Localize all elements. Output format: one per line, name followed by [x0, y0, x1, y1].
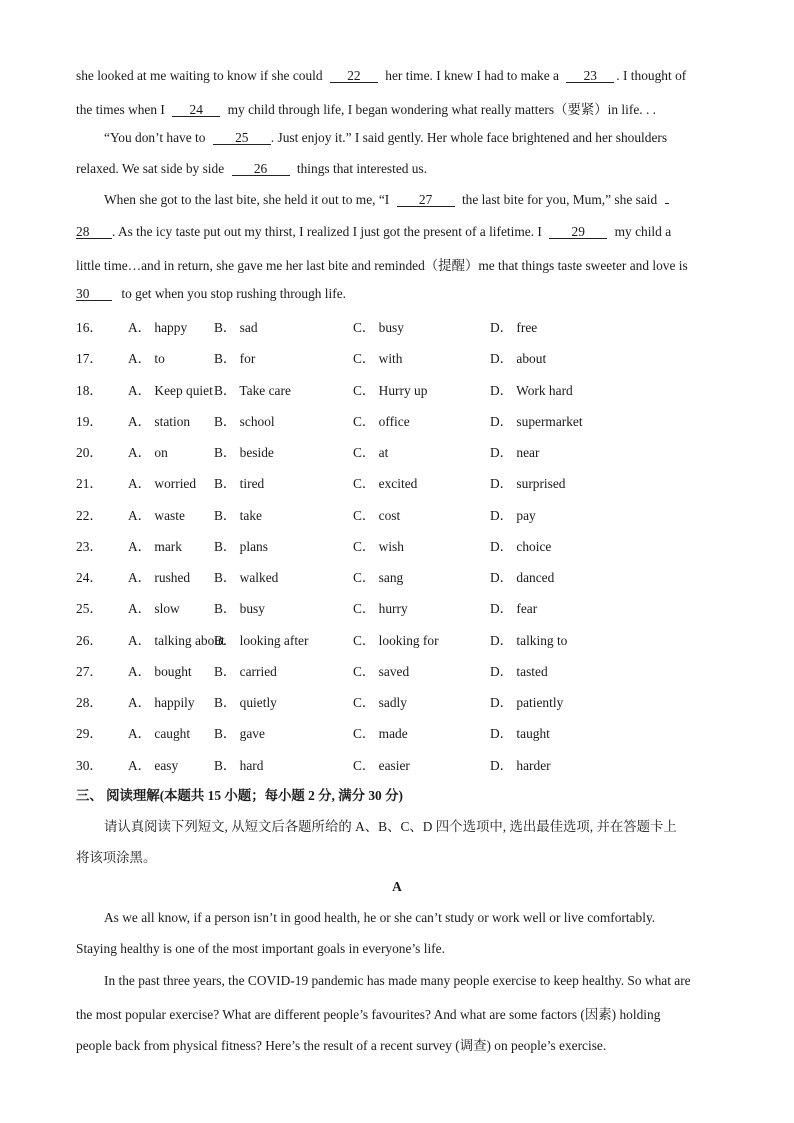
passage-text: When she got to the last bite, she held it out to me, “I	[104, 192, 390, 207]
option-c: C． wish	[353, 538, 404, 554]
blank-27: 27	[397, 193, 455, 207]
question-number: 16．	[76, 320, 103, 335]
option-d: D． fear	[490, 601, 538, 617]
question-number: 26．	[76, 632, 103, 648]
passage-text: relaxed. We sat side by side	[76, 161, 225, 176]
option-a: A． easy	[128, 757, 179, 773]
passage-text: little time…and in return, she gave me her last bite and reminded（提醒）me that things taste sweeter and love is	[76, 258, 688, 273]
option-d: D． near	[490, 445, 540, 460]
option-b: B． hard	[214, 757, 264, 773]
question-number: 22．	[76, 507, 103, 523]
passage-text: the last bite for you, Mum,” she said	[461, 192, 658, 207]
option-a: A． caught	[128, 726, 191, 742]
option-d: D． harder	[490, 757, 551, 773]
blank-24: 24	[172, 103, 220, 117]
option-d: D． talking to	[490, 632, 568, 648]
question-number: 21．	[76, 476, 103, 492]
blank-22: 22	[330, 69, 378, 83]
option-a: A． to	[128, 351, 165, 367]
option-d: D． about	[490, 351, 547, 367]
blank-28-start	[665, 203, 669, 204]
paragraph-2-line-1: In the past three years, the COVID-19 pandemic has made many people exercise to keep healthy. So what are	[104, 973, 691, 988]
option-a: A． talking about	[128, 632, 225, 648]
paragraph-2-line-2: the most popular exercise? What are different people’s favourites? And what are some factors (因素) holding	[76, 1007, 661, 1022]
option-a: A． happily	[128, 695, 195, 710]
question-number: 18．	[76, 382, 103, 398]
option-c: C． saved	[353, 663, 410, 679]
option-d: D． danced	[490, 570, 555, 585]
option-b: B． plans	[214, 538, 268, 554]
instruction-line-2: 将该项涂黑。	[76, 850, 157, 865]
section-heading: 三、 阅读理解(本题共 15 小题；每小题 2 分, 满分 30 分)	[76, 788, 403, 803]
option-d: D． pay	[490, 507, 536, 523]
option-c: C． Hurry up	[353, 382, 428, 398]
passage-text: “You don’t have to	[104, 130, 206, 145]
blank-29: 29	[549, 225, 607, 239]
option-a: A． worried	[128, 476, 197, 492]
option-a: A． happy	[128, 320, 188, 335]
passage-text: things that interested us.	[296, 161, 428, 176]
passage-text: my child through life, I began wondering what really matters（要紧）in life. . .	[227, 102, 657, 117]
question-number: 28．	[76, 695, 103, 710]
option-a: A． on	[128, 445, 168, 460]
option-c: C． busy	[353, 320, 404, 335]
option-b: B． tired	[214, 476, 265, 492]
option-c: C． sang	[353, 570, 404, 585]
option-d: D． Work hard	[490, 382, 573, 398]
instruction-line-1: 请认真阅读下列短文, 从短文后各题所给的 A、B、C、D 四个选项中, 选出最佳选项, 并在答题卡上	[104, 819, 677, 834]
option-b: B． busy	[214, 601, 265, 617]
question-number: 19．	[76, 413, 103, 429]
option-b: B． carried	[214, 663, 277, 679]
option-a: A． rushed	[128, 570, 191, 585]
option-c: C． hurry	[353, 601, 408, 617]
passage-line-6	[76, 224, 671, 240]
option-c: C． excited	[353, 476, 418, 492]
option-c: C． sadly	[353, 695, 407, 710]
paragraph-1-line-1: As we all know, if a person isn’t in good health, he or she can’t study or work well or live comfortably.	[104, 910, 656, 925]
question-number: 27．	[76, 663, 103, 679]
option-d: D． supermarket	[490, 413, 583, 429]
blank-23: 23	[566, 69, 614, 83]
option-c: C． made	[353, 726, 408, 742]
option-d: D． free	[490, 320, 538, 335]
passage-line-3	[104, 130, 667, 146]
question-number: 24．	[76, 570, 103, 585]
passage-label: A	[392, 879, 402, 894]
option-b: B． quietly	[214, 695, 277, 710]
option-b: B． sad	[214, 320, 258, 335]
passage-line-5	[104, 192, 669, 208]
option-d: D． patiently	[490, 695, 564, 710]
option-a: A． Keep quiet	[128, 382, 213, 398]
option-a: A． slow	[128, 601, 180, 617]
passage-text: she looked at me waiting to know if she could	[76, 68, 323, 83]
blank-28: 28	[76, 225, 112, 239]
option-d: D． tasted	[490, 663, 548, 679]
option-a: A． bought	[128, 663, 192, 679]
passage-line-1	[76, 68, 686, 84]
question-number: 23．	[76, 538, 103, 554]
blank-25: 25	[213, 131, 271, 145]
passage-text: my child a	[614, 224, 672, 239]
option-b: B． for	[214, 351, 256, 367]
option-c: C． office	[353, 413, 410, 429]
option-c: C． with	[353, 351, 403, 367]
question-number: 25．	[76, 601, 103, 617]
option-b: B． school	[214, 413, 275, 429]
blank-30: 30	[76, 287, 112, 301]
option-c: C． cost	[353, 507, 401, 523]
option-b: B． take	[214, 507, 262, 523]
passage-line-8	[76, 286, 346, 302]
passage-text: . As the icy taste put out my thirst, I realized I just got the present of a lifetime. I	[112, 224, 542, 239]
option-b: B． Take care	[214, 382, 291, 398]
option-d: D． taught	[490, 726, 550, 742]
option-b: B． walked	[214, 570, 279, 585]
question-number: 17．	[76, 351, 103, 367]
option-c: C． at	[353, 445, 389, 460]
paragraph-1-line-2: Staying healthy is one of the most important goals in everyone’s life.	[76, 941, 445, 956]
passage-text: to get when you stop rushing through life.	[121, 286, 346, 301]
option-b: B． gave	[214, 726, 265, 742]
passage-line-2	[76, 99, 656, 118]
option-d: D． surprised	[490, 476, 566, 492]
question-number: 30．	[76, 757, 103, 773]
option-b: B． beside	[214, 445, 274, 460]
option-c: C． easier	[353, 757, 410, 773]
passage-line-4	[76, 161, 427, 177]
blank-26: 26	[232, 162, 290, 176]
passage-line-7	[76, 255, 688, 274]
option-a: A． station	[128, 413, 191, 429]
option-c: C． looking for	[353, 632, 439, 648]
paragraph-2-line-3: people back from physical fitness? Here’s the result of a recent survey (调查) on people’s exercise.	[76, 1038, 607, 1053]
option-a: A． waste	[128, 507, 185, 523]
passage-text: . I thought of	[616, 68, 687, 83]
passage-text: . Just enjoy it.” I said gently. Her whole face brightened and her shoulders	[270, 130, 668, 145]
question-number: 20．	[76, 445, 103, 460]
option-b: B． looking after	[214, 632, 309, 648]
passage-text: the times when I	[76, 102, 165, 117]
option-d: D． choice	[490, 538, 552, 554]
option-a: A． mark	[128, 538, 182, 554]
question-number: 29．	[76, 726, 103, 742]
passage-text: her time. I knew I had to make a	[385, 68, 559, 83]
